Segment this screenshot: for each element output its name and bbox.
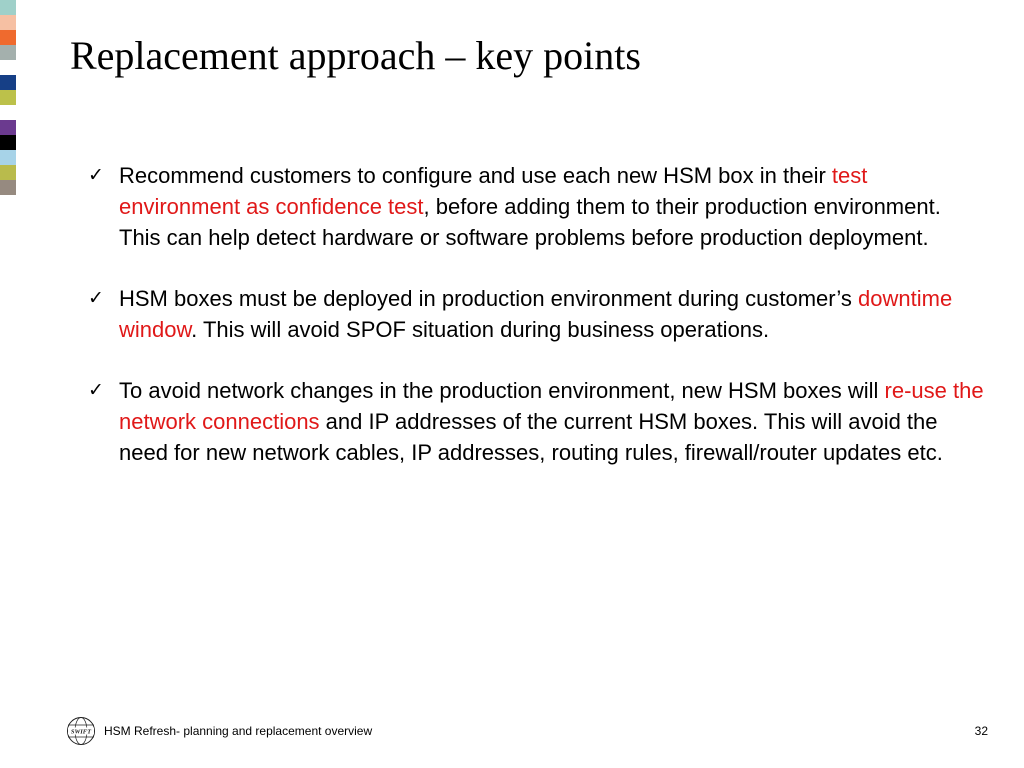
- color-swatch: [0, 15, 16, 30]
- bullet-highlight: test environment as confidence test: [119, 163, 868, 219]
- color-swatch: [0, 0, 16, 15]
- color-swatch: [0, 45, 16, 60]
- checkmark-icon: ✓: [88, 287, 104, 309]
- swift-globe-logo: [66, 716, 96, 746]
- bullet-list: [88, 160, 988, 498]
- slide-title: Replacement approach – key points: [70, 33, 641, 78]
- footer-text: HSM Refresh- planning and replacement overview: [104, 724, 373, 738]
- bullet-highlight: re-use the network connections: [119, 378, 984, 434]
- bullet-text: and IP addresses of the current HSM boxes. This will avoid the need for new network cables, IP addresses, routing rules, firewall/router updates etc.: [119, 409, 943, 465]
- color-swatch: [0, 90, 16, 105]
- color-swatch: [0, 105, 16, 120]
- bullet-highlight: downtime window: [119, 286, 953, 342]
- color-swatch: [0, 75, 16, 90]
- checkmark-icon: ✓: [88, 164, 104, 186]
- bullet-item: [88, 283, 988, 345]
- bullet-text: To avoid network changes in the production environment, new HSM boxes will: [119, 378, 885, 403]
- bullet-item: [88, 160, 988, 253]
- color-swatch: [0, 60, 16, 75]
- color-swatch: [0, 135, 16, 150]
- color-swatch-strip: [0, 0, 16, 195]
- color-swatch: [0, 180, 16, 195]
- color-swatch: [0, 120, 16, 135]
- bullet-text: HSM boxes must be deployed in production environment during customer’s: [119, 286, 859, 311]
- bullet-text: , before adding them to their production environment. This can help detect hardware or software problems before production deployment.: [119, 194, 941, 250]
- bullet-text: . This will avoid SPOF situation during business operations.: [191, 317, 770, 342]
- color-swatch: [0, 30, 16, 45]
- color-swatch: [0, 150, 16, 165]
- page-number: 32: [974, 724, 988, 738]
- bullet-item: [88, 375, 988, 468]
- color-swatch: [0, 165, 16, 180]
- bullet-text: Recommend customers to configure and use each new HSM box in their: [119, 163, 832, 188]
- checkmark-icon: ✓: [88, 379, 104, 401]
- swift-logo-text: SWIFT: [70, 728, 92, 736]
